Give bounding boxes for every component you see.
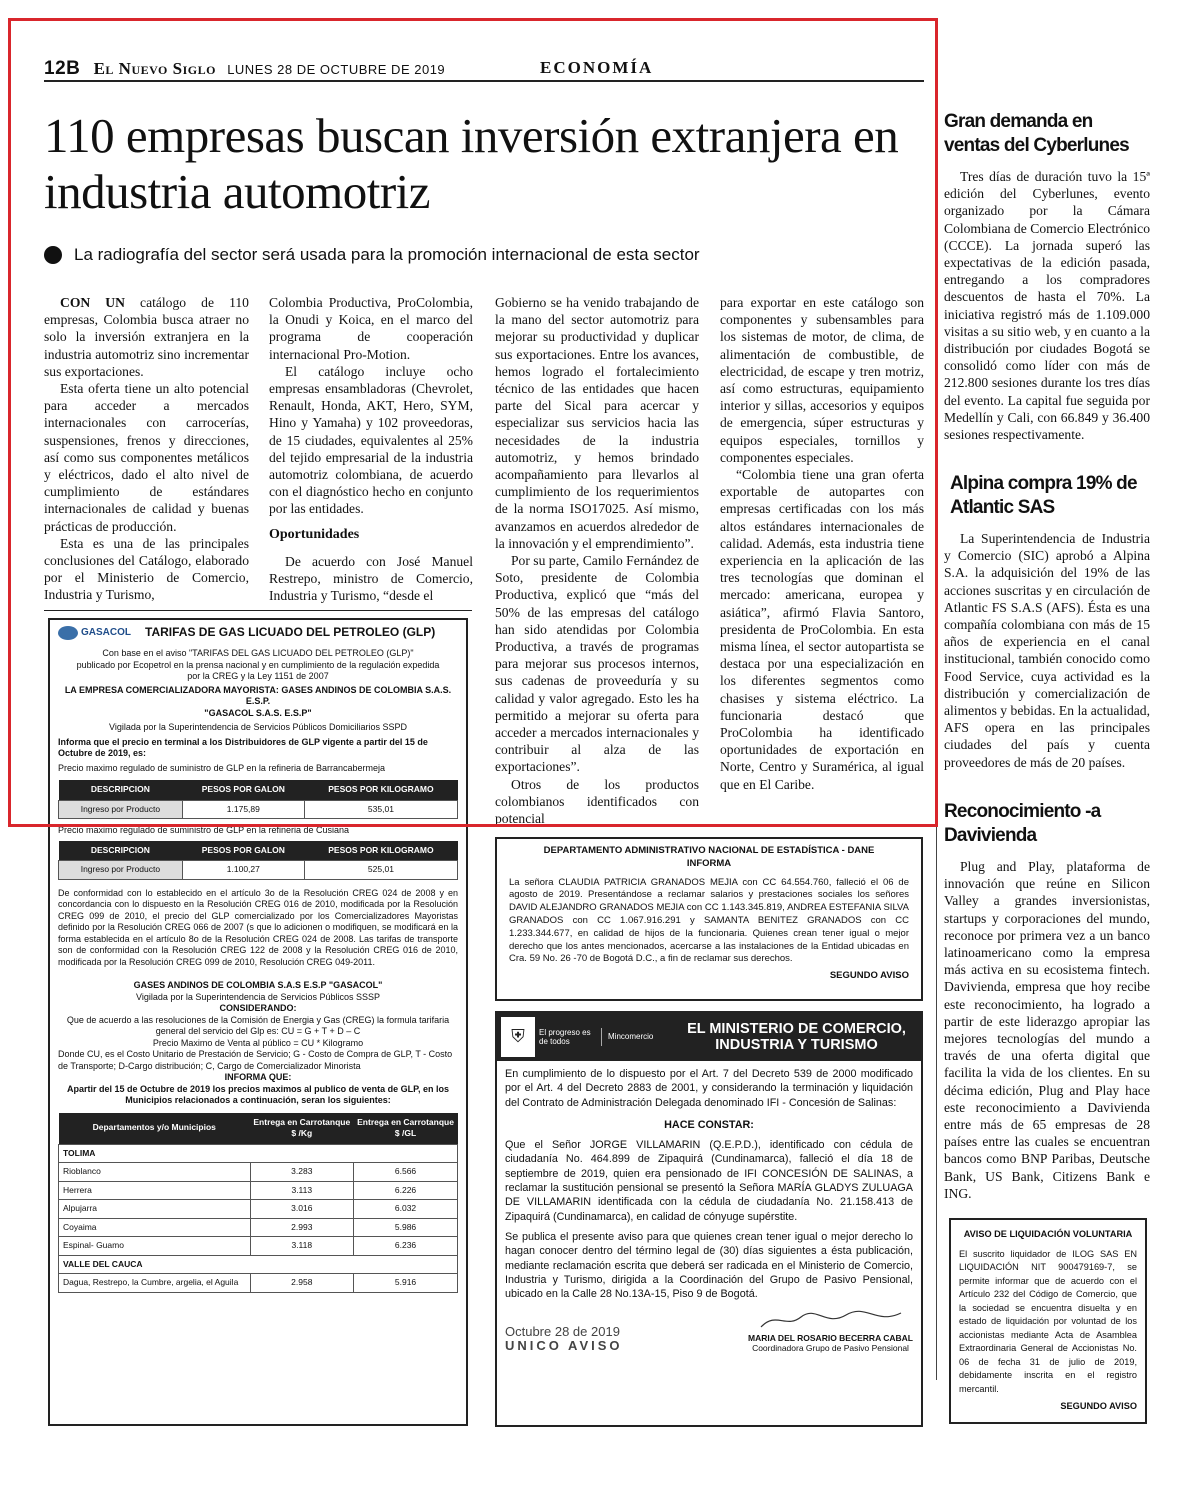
gasacol-considerando: CONSIDERANDO: (219, 1003, 297, 1013)
col2-subtitle: Oportunidades (269, 526, 360, 542)
gasacol-informa-que: INFORMA QUE: (224, 1072, 292, 1082)
gasacol-notice (48, 618, 468, 1426)
th-descripcion: DESCRIPCION (59, 780, 183, 800)
section-name: ECONOMÍA (540, 58, 654, 77)
sidebar-brief-2 (944, 472, 1150, 771)
col3-p1: Gobierno se ha venido trabajando de la mano del sector automotriz para mejorar su productividad y duplicar sus exportaciones. Entre los avances, hemos logrado el fortalecimiento técnico de las entidades que hacen parte del Sical para acercar y especializar sus servicios hacia las necesidades de la industria automotriz, y hemos brindado acompañamiento para llevarlos al cumplimiento de los requerimientos de la norma ISO17025. Así mismo, avanzamos en acuerdos alrededor de la innovación y el emprendimiento”. (495, 295, 699, 551)
col2-p3: De acuerdo con José Manuel Restrepo, ministro de Comercio, Industria y Turismo, “desde el (269, 553, 473, 604)
brief-3-text: Plug and Play, plataforma de innovación que reúne en Silicon Valley a grandes inversionistas, startups y corporaciones del mundo, reconoce por primera vez a un banco latinoamericano como la empresa más activa en su ecosistema fintech. Davivienda, empresa que hoy recibe este reconocimiento, ha logrado a partir de este liderazgo apropiar las mejores tecnologías del mundo a través de una oferta digital que facilita la vida de los clientes. En su décima edición, Plug and Play hace este reconocimiento a Davivienda entre más de 65 empresas de 28 países entre las cuales se encuentran bancos como BNP Paribas, Deutsche Bank, US Bank, Citizens Bank e ING. (944, 859, 1150, 1201)
mincomercio-p3: Se publica el presente aviso para que quienes crean tener igual o mejor derecho lo hagan conocer dentro del término legal de (30) días siguientes a ésta publicación, mediante reclamación escrita que deberá ser radicada en el Ministerio de Comercio, Industria y Turismo, dirigida a la Coordinación del Grupo de Pasivo Pensional, ubicado en la Calle 28 No.13A-15, Piso 9 de Bogotá. (505, 1230, 913, 1301)
table-row: Rioblanco 3.283 6.566 (59, 1163, 458, 1182)
gasacol-b-vigilada: Vigilada por la Superintendencia de Servicios Públicos SSSP (136, 991, 380, 1002)
gasacol-ref-2: Precio maximo regulado de suministro de GLP en la refineria de Cusiana (58, 825, 349, 835)
gasacol-b-company: GASES ANDINOS DE COLOMBIA S.A.S E.S.P "GASACOL" (133, 980, 383, 990)
table-row: Herrera 3.113 6.226 (59, 1181, 458, 1200)
article-column-1 (44, 294, 249, 604)
gasacol-legal: De conformidad con lo establecido en el artículo 3o de la Resolución CREG 024 de 2008 y en concordancia con lo dispuesto en la Resolución CREG 016 de 2010, modificada por la Resolución CREG 099 de 2010, el precio del GLP comercializado por los Comercializadores Mayoristas definido por la Resolución CREG 066 de 2007 (s que lo adicionen o modifiquen, se modificará en la forma establecida en el artículo 8o de la Resolución CREG 024 de 2008. Las tarifas de transporte son de conformidad con la Resolución CREG 122 de 2008 y la Resolución CREG 016 de 2010, modificada por la Resolución CREG 099 de 2010, Resolución CREG 049-2011. (58, 887, 458, 967)
article-column-3 (495, 294, 699, 827)
table-row: Ingreso por Producto 1.100,27 525,01 (59, 861, 458, 880)
col1-p2: Esta oferta tiene un alto potencial para acceder a mercados internacionales con carrocerías, suspensiones, frenos y direcciones, así como sus componentes metálicos y eléctricos, dado el alto nivel de cumplimiento de estándares internacionales de calidad y buenas prácticas de producción. (44, 381, 249, 534)
dane-title: DEPARTAMENTO ADMINISTRATIVO NACIONAL DE ESTADÍSTICA - DANE (543, 845, 875, 856)
gasacol-title: TARIFAS DE GAS LICUADO DEL PETROLEO (GLP) (145, 625, 436, 640)
col4-p1: para exportar en este catálogo son componentes y subensambles para los sistemas de motor, de clima, de alimentación de combustible, de electricidad, de escape y tren motriz, así como estructuras, equipamiento interior y sillas, accesorios y equipos de emergencia, súper estructuras y equipos especiales, tornillos y componentes especiales. (720, 295, 924, 465)
ilog-aviso: SEGUNDO AVISO (1060, 1401, 1137, 1411)
dane-text: La señora CLAUDIA PATRICIA GRANADOS MEJIA con CC 64.554.760, falleció el 06 de agosto de 2019. Presentándose a reclamar salarios y prestaciones sociales los señores DAVID ALEJANDRO GRANADOS MEJIA con CC 1.143.345.819, ANDREA ESTEFANIA SILVA GRANADOS con CC 1.067.916.291 y SAMANTA BENITEZ GRANADOS con CC 1.233.344.677, en calidad de hijos de la funcionaria. Quienes crean tener igual o mejor derecho que los antes mencionados, acercarse a las instalaciones de la Entidad ubicadas en Cra. 59 No. 26 -70 de Bogotá D.C., a fin de reclamar sus derechos. (509, 876, 909, 965)
subhead (44, 245, 700, 265)
gasacol-informa: Informa que el precio en terminal a los Distribuidores de GLP vigente a partir del 15 de Octubre de 2019, es: (58, 736, 428, 758)
issue-date: LUNES 28 DE OCTUBRE DE 2019 (227, 62, 446, 77)
flame-icon (58, 626, 78, 640)
sidebar-brief-3 (944, 800, 1150, 1202)
sidebar-brief-1 (944, 110, 1150, 443)
brief-2-title: Alpina compra 19% de Atlantic SAS (950, 473, 1137, 518)
gasacol-company-2: "GASACOL S.A.S. E.S.P" (204, 707, 312, 718)
ilog-notice (949, 1218, 1147, 1424)
folio (44, 58, 445, 80)
article-column-4 (720, 294, 924, 793)
dane-notice (495, 837, 923, 1001)
shield-icon: ⛨ (501, 1017, 535, 1057)
article-column-2 (269, 294, 473, 604)
brief-1-title: Gran demanda en ventas del Cyberlunes (944, 111, 1129, 156)
brief-1-text: Tres días de duración tuvo la 15ª edición del Cyberlunes, evento organizado por la Cámara Colombiana de Comercio Electrónico (CCCE). La jornada superó las expectativas de la edición pasada, entregando a los compradores descuentos de hasta el 70%. La iniciativa registró más de 1.109.000 visitas a su sitio web, y en cuanto a la distribución por ciudades Bogotá se consolidó como líder con más de 212.800 sesiones durante los tres días del evento. La capital fue seguida por Medellín y Cali, con 66.849 y 36.400 sesiones respectivamente. (944, 169, 1150, 443)
gasacol-intro-2: publicado por Ecopetrol en la prensa nacional y en cumplimiento de la regulación expedida (76, 659, 440, 670)
mincomercio-signer: MARIA DEL ROSARIO BECERRA CABAL (748, 1333, 913, 1344)
gasacol-table-3: Departamentos y/o Municipios Entrega en Carrotanque $ /Kg Entrega en Carrotanque $ /GL TOLIMA Rioblanco 3.283 6.566 Herrera 3.113 6.226 Alpujarra 3.016 6.032 Coyaima 2.993 5.986 Espinal- Guamo 3.118 6.236 VALLE DEL CAUCA Dagua, Restrepo, la Cumbre, argelia, el Aguila 2.958 5.916 (58, 1113, 458, 1293)
col2-p2: El catálogo incluye ocho empresas ensambladoras (Chevrolet, Renault, Honda, AKT, Hero, SYM, Hino y Yamaha) y 102 proveedoras, de 15 ciudades, equivalentes al 25% del tejido empresarial de la industria automotriz colombiana, de acuerdo con el diagnóstico hecho en conjunto por las entidades. (269, 363, 473, 517)
brief-3-title: Reconocimiento -a Davivienda (944, 801, 1101, 846)
gasacol-company: LA EMPRESA COMERCIALIZADORA MAYORISTA: GASES ANDINOS DE COLOMBIA S.A.S. E.S.P. (64, 684, 452, 706)
col1-p1: catálogo de 110 empresas, Colombia busca atraer no solo la inversión extranjera en la industria automotriz sino incrementar sus exportaciones. (44, 295, 249, 379)
th-kilogramo: PESOS POR KILOGRAMO (304, 780, 457, 800)
table-row: Coyaima 2.993 5.986 (59, 1218, 458, 1237)
headline: 110 empresas buscan inversión extranjera en industria automotriz (44, 108, 899, 219)
signature-icon (756, 1309, 906, 1331)
ilog-title: AVISO DE LIQUIDACIÓN VOLUNTARIA (963, 1229, 1133, 1239)
gasacol-ref-1: Precio maximo regulado de suministro de GLP en la refineria de Barrancabermeja (58, 762, 386, 773)
mincomercio-title-2: INDUSTRIA Y TURISMO (715, 1037, 878, 1053)
mincomercio-logo-1: El progreso es de todos (539, 1028, 602, 1046)
table-row: VALLE DEL CAUCA (59, 1255, 458, 1274)
gasacol-formula-2: Precio Maximo de Venta al público = CU * Kilogramo (152, 1037, 364, 1048)
dane-informa: INFORMA (686, 857, 732, 869)
gasacol-logo-text: GASACOL (81, 627, 131, 639)
mincomercio-date: Octubre 28 de 2019 (505, 1323, 620, 1339)
ilog-text: El suscrito liquidador de ILOG SAS EN LIQUIDACIÓN NIT 900479169-7, se permite informar que de acuerdo con el Artículo 232 del Código de Comercio, que la sociedad se encuentra disuelta y en estado de liquidación por voluntad de los accionistas mediante Acta de Asamblea Extraordinaria General de Accionistas No. 06 de fecha 31 de julio de 2019, debidamente inscrita en el registro mercantil. (959, 1248, 1137, 1394)
th-galon: PESOS POR GALON (182, 780, 304, 800)
brief-2-text: La Superintendencia de Industria y Comercio (SIC) aprobó a Alpina S.A. la adquisición del 19% de las acciones suscritas y en circulación de Atlantic FS S.A.S (AFS). Ésta es una compañía colombiana con más de 15 años de experiencia en el canal institucional, también conocido como Food Service, cuya actividad es la distribución y comercialización de alimentos y bebidas. En la actualidad, AFS opera en las principales ciudades del país y cuenta proveedores de más de 20 países. (944, 531, 1150, 770)
mincomercio-notice (495, 1011, 923, 1427)
table-row: Dagua, Restrepo, la Cumbre, argelia, el Aguila 2.958 5.916 (59, 1274, 458, 1293)
table-row: TOLIMA (59, 1144, 458, 1163)
lead-in: CON UN (60, 295, 125, 310)
mincomercio-header (497, 1013, 921, 1061)
gasacol-donde: Donde CU, es el Costo Unitario de Prestación de Servicio; G - Costo de Compra de GLP, T - Costo de Transporte; D-Cargo distribución; C, Cargo de Comercializador Minorista (58, 1049, 453, 1071)
mincomercio-hace: HACE CONSTAR: (664, 1118, 754, 1131)
sidebar-divider (936, 90, 937, 1380)
gasacol-intro-1: Con base en el aviso "TARIFAS DEL GAS LICUADO DEL PETROLEO (GLP)" (102, 648, 414, 658)
gasacol-intro-3: por la CREG y la Ley 1151 de 2007 (187, 671, 329, 681)
mincomercio-p1: En cumplimiento de lo dispuesto por el Art. 7 del Decreto 539 de 2000 modificado por el Art. 4 del Decreto 2883 de 2001, y considerando la terminación y liquidación del Contrato de Administración Delegada denominado IFI - Concesión de Salinas: (505, 1068, 913, 1109)
paper-name: El Nuevo Siglo (93, 59, 216, 78)
subhead-text: La radiografía del sector será usada para la promoción internacional de esta sector (74, 245, 700, 264)
mincomercio-title-1: EL MINISTERIO DE COMERCIO, (687, 1021, 906, 1037)
bullet-icon (44, 246, 62, 264)
gasacol-vigilada: Vigilada por la Superintendencia de Servicios Públicos Domiciliarios SSPD (109, 722, 407, 732)
gasacol-table-2: DESCRIPCION PESOS POR GALON PESOS POR KILOGRAMO Ingreso por Producto 1.100,27 525,01 (58, 841, 458, 880)
mincomercio-role: Coordinadora Grupo de Pasivo Pensional (752, 1343, 909, 1354)
col3-p3: Otros de los productos colombianos identificados con potencial (495, 776, 699, 827)
table-row: Espinal- Guamo 3.118 6.236 (59, 1237, 458, 1256)
table-row: Ingreso por Producto 1.175,89 535,01 (59, 800, 458, 819)
gasacol-logo (58, 626, 131, 640)
mincomercio-p2: Que el Señor JORGE VILLAMARIN (Q.E.P.D.), identificado con cédula de ciudadanía No. 464.899 de Zipaquirá (Cundinamarca), falleció el día 18 de septiembre de 2019, quien era pensionado de IFI CONCESIÓN DE SALINAS, a reclamar la sustitución pensional se presentó la Señora MARÍA GLADYS ZULUAGA DE VILLAMARIN identificada con la cédula de ciudadanía No. 21.158.413 de Zipaquirá (Cundinamarca), en calidad de cónyuge supérstite. (505, 1139, 913, 1223)
mincomercio-unico: UNICO AVISO (505, 1338, 623, 1354)
col4-p2: “Colombia tiene una gran oferta exportable de autopartes con empresas certificadas con los más altos estándares internacionales de calidad. Además, esta industria tiene experiencia en la aplicación de las tres tecnologías que dominan el mercado: americana, europea y asiática”, afirmó Flavia Santoro, presidenta de ProColombia. En esta misma línea, el sector autopartista se destaca por una especialización en los diferentes segmentos como chasises y sistema eléctrico. La funcionaria destacó que ProColombia ha identificado oportunidades de exportación en Norte, Centro y Suramérica, al igual que en El Caribe. (720, 467, 924, 792)
gasacol-table-1 (58, 780, 458, 819)
col3-p2: Por su parte, Camilo Fernández de Soto, presidente de Colombia Productiva, explicó que “más del 50% de las empresas del catálogo han sido atendidas por Colombia Productiva, a través de programas para mejorar sus procesos internos, sus cadenas de proveeduría y su calidad y valor agregado. Esto les ha permitido a mejorar su oferta para acceder a mercados internacionales y contribuir al alza de las exportaciones”. (495, 553, 699, 775)
header-rule (44, 80, 924, 82)
table-row: Alpujarra 3.016 6.032 (59, 1200, 458, 1219)
gasacol-top-rule (44, 610, 472, 611)
page-number: 12B (44, 58, 81, 79)
mincomercio-logo-2: Mincomercio (608, 1032, 654, 1042)
gasacol-apartir: Apartir del 15 de Octubre de 2019 los precios maximos al publico de venta de GLP, en los Municipios relacionados a continuación, seran los siguientes: (67, 1083, 449, 1105)
gasacol-cons-text: Que de acuerdo a las resoluciones de la Comisión de Energia y Gas (CREG) la formula tarifaria general del servicio del Glp es: CU = G + T + D – C (66, 1014, 450, 1036)
col2-p1: Colombia Productiva, ProColombia, la Onudi y Koica, en el marco del programa de cooperación internacional Pro-Motion. (269, 295, 473, 362)
col1-p3: Esta es una de las principales conclusiones del Catálogo, elaborado por el Ministerio de Comercio, Industria y Turismo, (44, 535, 249, 603)
dane-aviso: SEGUNDO AVISO (829, 970, 909, 982)
